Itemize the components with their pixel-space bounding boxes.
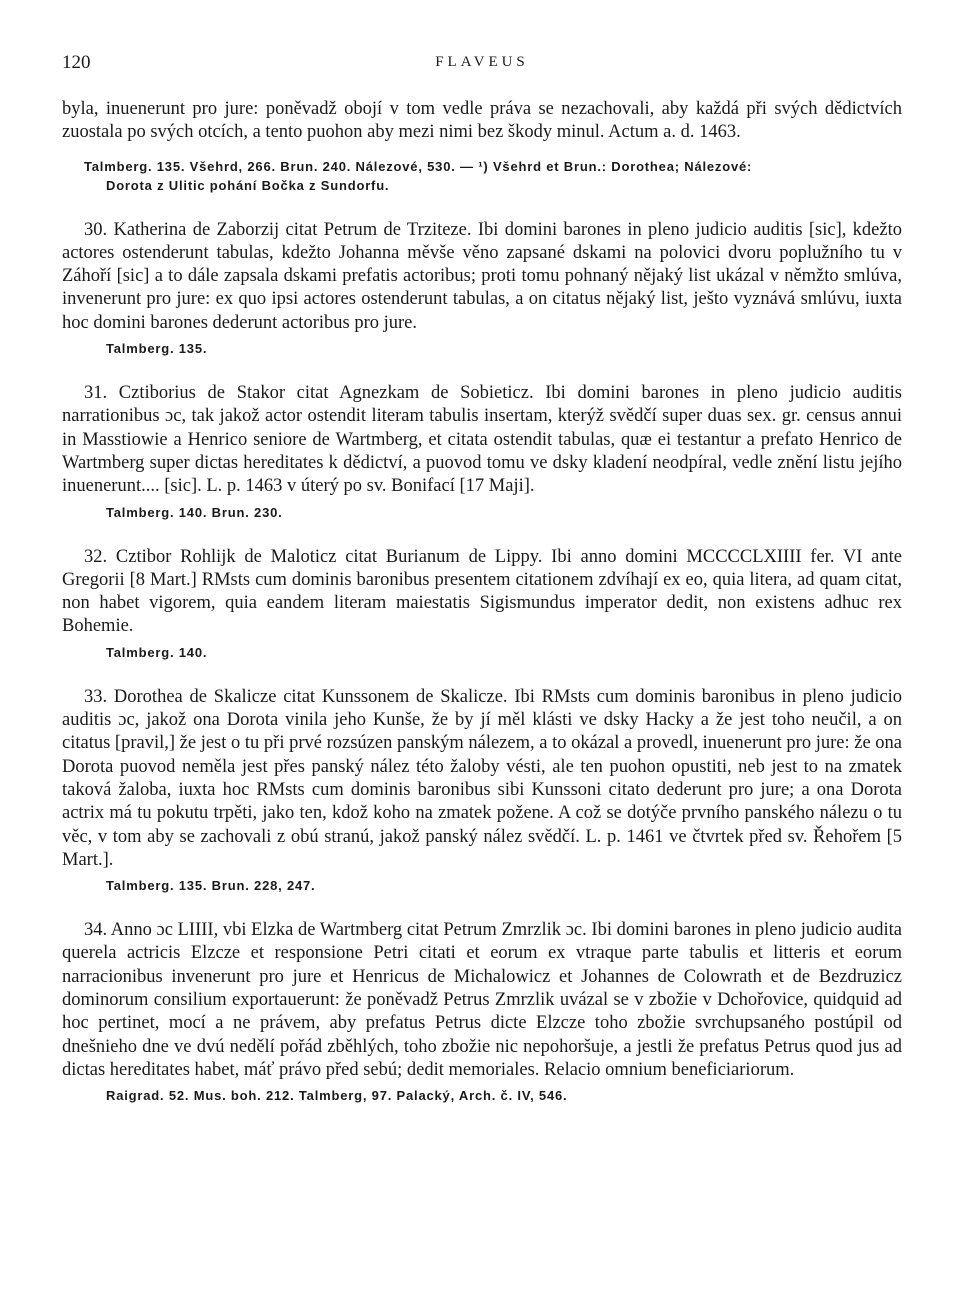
entry-paragraph: 32. Cztibor Rohlijk de Maloticz citat Burianum de Lippy. Ibi anno domini MCCCCLXIIII fer. VI ante Gregorii [8 Mart.] RMsts cum dominis baronibus presentem citationem zdvíhají ex eo, quia litera, ad quam citat, non habet vigorem, quia eandem literam maiestatis Sigismundus imperator dedit, non existens adhuc rex Bohemie. <box>62 546 902 637</box>
entry-reference: Talmberg. 135. Brun. 228, 247. <box>106 878 316 894</box>
entry-paragraph: 33. Dorothea de Skalicze citat Kunssonem de Skalicze. Ibi RMsts cum dominis baronibus in pleno judicio auditis ɔc, jakož ona Dorota vinila jeho Kunše, že by jí měl klásti ve dsky Hacky a že jest toho neučil, a on citatus [pravil,] že jest o tu při prvé rozsúzen panským nálezem, a to okázal a provedl, inuenerunt pro jure: že ona Dorota puovod neměla jest přes panský nález této žaloby vésti, ale ten puohon opustiti, neb jest to na zmatek taková žaloba, iuxta hoc RMsts cum dominis baronibus sibi Kunssoni citato dederunt pro jure; a ona Dorota actrix má tu pokutu trpěti, jako ten, kdož koho na zmatek požene. A což se dotýče prvního panského nálezu o tu věc, v tom aby se zachovali z obú stranú, jakož panský nález svědčí. L. p. 1461 ve čtvrtek před sv. Řehořem [5 Mart.]. <box>62 686 902 870</box>
running-head <box>62 52 902 80</box>
page-number: 120 <box>62 52 91 73</box>
footnote-continuation: Dorota z Ulitic pohání Bočka z Sundorfu. <box>106 177 390 193</box>
entry-reference: Raigrad. 52. Mus. boh. 212. Talmberg, 97. Palacký, Arch. č. IV, 546. <box>106 1088 568 1104</box>
entry-34 <box>62 919 902 1105</box>
entry-reference: Talmberg. 135. <box>106 341 208 357</box>
intro-paragraph: byla, inuenerunt pro jure: poněvadž obojí v tom vedle práva se nezachovali, aby každá při svých dědictvích zuostala po svých otcích, a tento puohon aby mezi nimi bez škody minul. Actum a. d. 1463. <box>62 99 902 143</box>
entry-paragraph: 30. Katherina de Zaborzij citat Petrum de Trziteze. Ibi domini barones in pleno judicio auditis [sic], kdežto actores ostenderunt tabulas, kdežto Johanna měvše věno zapsané dskami na polovici dvoru poplužního tu v Záhoří [sic] a to dále zapsala dskami prefatis actoribus; proti tomu pohnaný nějaký list ukázal v němžto smlúva, invenerunt pro jure: ex quo ipsi actores ostenderunt tabulas, a on citatus nějaký list, ješto vyznává smlúvu, iuxta hoc domini barones dederunt actoribus pro jure. <box>62 219 902 333</box>
entry-33 <box>62 686 902 895</box>
entry-reference: Talmberg. 140. <box>106 644 208 660</box>
intro-reference-line: Talmberg. 135. Všehrd, 266. Brun. 240. Nálezové, 530. — ¹) Všehrd et Brun.: Dorothea; Nálezové: <box>84 158 753 174</box>
entry-30 <box>62 219 902 358</box>
entry-31 <box>62 382 902 521</box>
entry-paragraph: 34. Anno ɔc LIIII, vbi Elzka de Wartmberg citat Petrum Zmrzlik ɔc. Ibi domini barones in pleno judicio audita querela actricis Elzcze et responsione Petri citati et eorum ex vtraque parte tabulis et litteris et eorum narracionibus invenerunt pro jure et Henricus de Michalowicz et Johannes de Colowrath et de Bezdruzicz dominorum consilium exportauerunt: že poněvadž Petrus Zmrzlik uvázal se v zbožie v Dchořovice, quidquid ad hoc pertinet, mocí a ne právem, aby prefatus Petrus dicte Elzcze toho zbožie svrchupsaného postúpil od dnešnieho dne ve dvú nedělí pořád zběhlých, toho zbožie nic nepohoršuje, a jestli že prefatus Petrus quod jus ad dictas hereditates habet, máť právo před sebú; dedit memoriales. Relacio omnium beneficiariorum. <box>62 920 902 1080</box>
entry-paragraph: 31. Cztiborius de Stakor citat Agnezkam de Sobieticz. Ibi domini barones in pleno judicio auditis narrationibus ɔc, tak jakož actor ostendit literam tabulis insertam, kterýž svědčí super duas sex. gr. census annui in Masstiowie a Henrico seniore de Wartmberg, et citata ostendit tabulas, quæ ei testantur a prefato Henrico de Wartmberg super dictas hereditates k dědictví, a puovod tomu ve dsky kladení neodpíral, vedle znění listu jejího inuenerunt.... [sic]. L. p. 1463 v úterý po sv. Bonifací [17 Maji]. <box>62 383 902 497</box>
intro-references <box>62 157 902 195</box>
document-page <box>62 52 902 1105</box>
entry-32 <box>62 546 902 662</box>
entry-reference: Talmberg. 140. Brun. 230. <box>106 504 283 520</box>
running-title: FLAVEUS <box>435 54 529 70</box>
